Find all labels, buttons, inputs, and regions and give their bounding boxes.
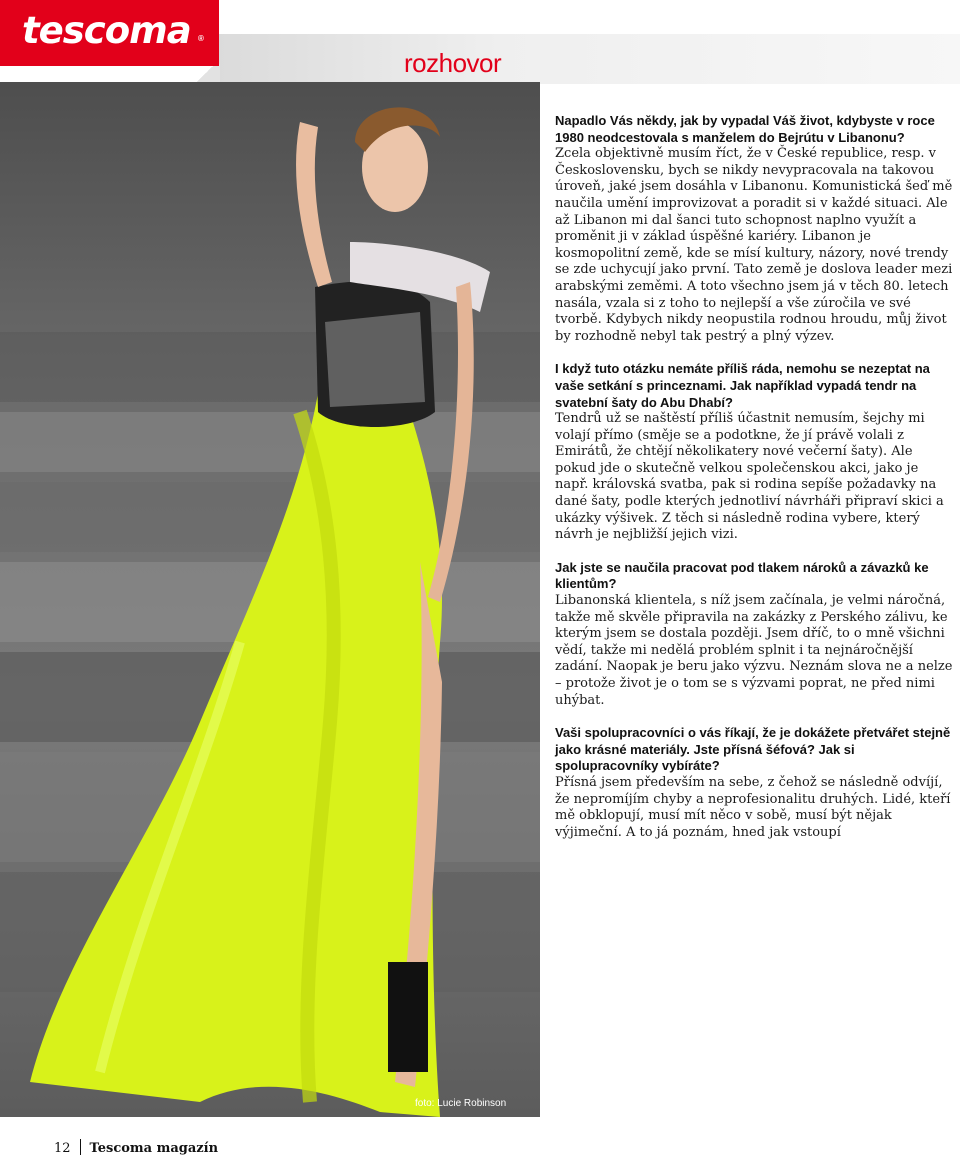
page-number: 12 <box>54 1141 71 1156</box>
photo-illustration <box>0 82 540 1117</box>
header-band-fold <box>190 64 220 84</box>
question-1: Napadlo Vás někdy, jak by vypadal Váš život, kdybyste v roce 1980 neodcestovala s manželem do Bejrútu v Libanonu? <box>555 113 935 145</box>
tescoma-logo[interactable] <box>0 0 219 66</box>
header-band <box>190 34 960 84</box>
answer-3: Libanonská klientela, s níž jsem začínala, je velmi náročná, takže mě skvěle připravila na zakázky z Perského zálivu, ke kterým jsem se dostala později. Jsem dříč, to o mně všichni vědí, takže mi nedělá problém splnit i ta nejnáročnější zadání. Naopak je beru jako výzvu. Neznám slova ne a nelze – protože život je o tom se s výzvami poprat, ne před nimi uhýbat. <box>555 593 953 708</box>
magazine-name: Tescoma magazín <box>89 1141 219 1156</box>
footer-divider <box>80 1139 81 1155</box>
article-column <box>555 113 953 857</box>
answer-2: Tendrů už se naštěstí příliš účastnit nemusím, šejchy mi volají přímo (směje se a podotkne, že jí právě volali z Emirátů, že chtějí několikatery nové večerní šaty). Ale pokud jde o skutečně velkou společenskou akci, jako je např. královská svatba, pak si rodina sepíše požadavky na dané šaty, podle kterých jednotliví návrháři připraví skici a ukázky výšivek. Z těch si následně rodina vybere, který návrh je nejbližší jejich vizi. <box>555 411 944 543</box>
registered-mark: ® <box>198 34 204 43</box>
question-3: Jak jste se naučila pracovat pod tlakem nároků a závazků ke klientům? <box>555 559 929 592</box>
answer-4: Přísná jsem především na sebe, z čehož se následně odvíjí, že nepromíjím chyby a neprofesionalitu druhých. Lidé, kteří mě obklopují, musí mít něco v sobě, musí být nějak výjimeční. A to já poznám, hned jak vstoupí <box>555 774 951 840</box>
section-title: rozhovor <box>404 48 502 78</box>
bodice-sequins <box>325 312 425 407</box>
fashion-photo <box>0 82 540 1117</box>
photo-credit: foto: Lucie Robinson <box>415 1098 507 1109</box>
logo-text: tescoma <box>22 9 191 52</box>
question-4: Vaši spolupracovníci o vás říkají, že je dokážete přetvářet stejně jako krásné materiály. Jste přísná šéfová? Jak si spolupracovníky vybíráte? <box>555 725 951 774</box>
answer-1: Zcela objektivně musím říct, že v České republice, resp. v Československu, bych se nikdy nevypracovala na takovou úroveň, jaké jsem dosáhla v Libanonu. Komunistická šeď mě naučila umění improvizovat a poradit si v každé situaci. Ale až Libanon mi dal šanci tuto schopnost naplno využít a proměnit ji v základ úspěšné kariéry. Libanon je kosmopolitní země, kde se mísí kultury, názory, nové trendy se zde uchycují jako první. Tato země je doslova leader mezi arabskými zeměmi. A toto všechno jsem já v těch 80. letech nasála, vzala si z toho to nejlepší a vše zúročila ve své tvorbě. Kdybych nikdy neopustila rodnou hroudu, můj život by rozhodně nebyl tak pestrý a plný výzev. <box>555 146 953 344</box>
arm <box>296 122 332 287</box>
shoe <box>388 962 428 1072</box>
page-footer <box>54 1139 218 1156</box>
question-2: I když tuto otázku nemáte příliš ráda, nemohu se nezeptat na vaše setkání s princeznami. Jak například vypadá tendr na svatební šaty do Abu Dhabí? <box>555 361 930 410</box>
